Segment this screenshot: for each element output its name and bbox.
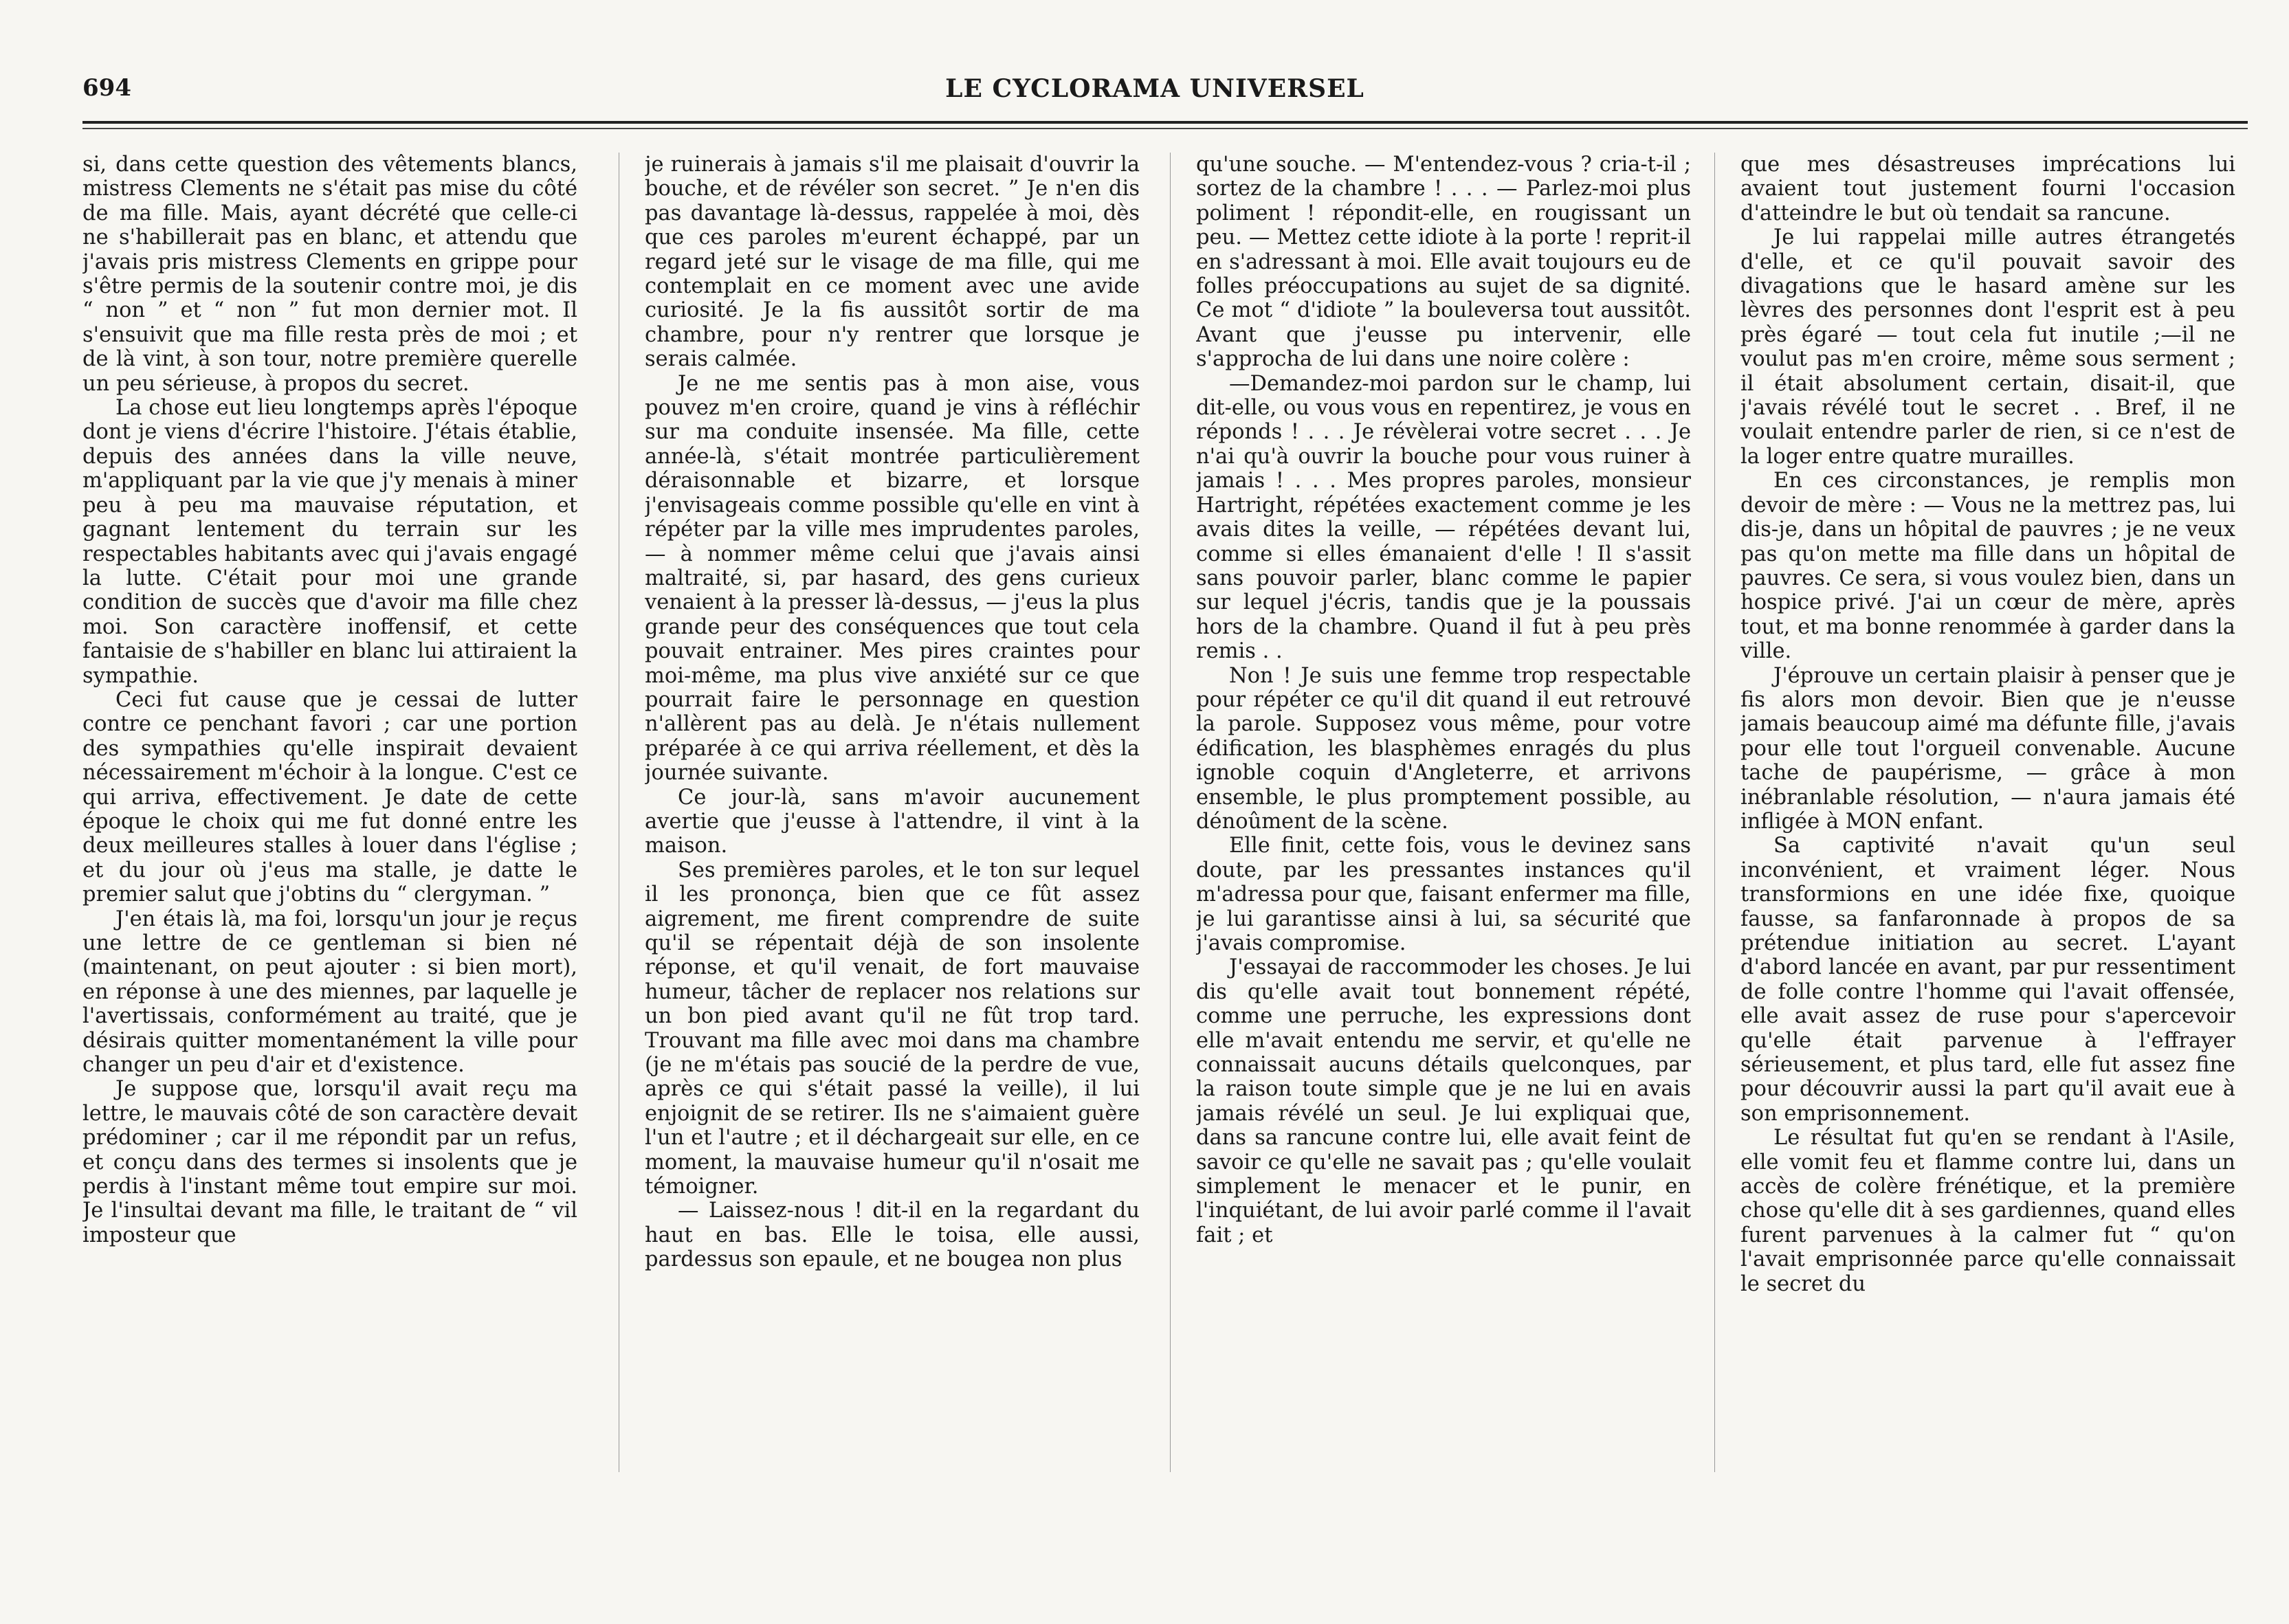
paragraph: Je lui rappelai mille autres étrangetés d'elle, et ce qu'il pouvait savoir des divagations que le hasard amène sur les lèvres des personnes dont l'esprit est à peu près égaré — tout cela fut inutile ;—il ne voulut pas m'en croire, même sous serment ; il était absolument certain, disait-il, que j'avais révélé tout le secret . . Bref, il ne voulait entendre parler de rien, si ce n'est de la loger entre quatre murailles. (1740, 225, 2235, 469)
paragraph: je ruinerais à jamais s'il me plaisait d'ouvrir la bouche, et de révéler son secret. ” Je n'en dis pas davantage là-dessus, rappelée à moi, dès que ces paroles m'eurent échappé, par un regard jeté sur le visage de ma fille, qui me contemplait en ce moment avec une avide curiosité. Je la fis aussitôt sortir de ma chambre, pour n'y rentrer que lorsque je serais calmée. (645, 153, 1140, 372)
paragraph: J'éprouve un certain plaisir à penser que je fis alors mon devoir. Bien que je n'eusse jamais beaucoup aimé ma défunte fille, j'avais pour elle tout l'orgueil convenable. Aucune tache de paupérisme, — grâce à mon inébranlable résolution, — n'aura jamais été infligée à MON enfant. (1740, 663, 2235, 834)
paragraph: Je ne me sentis pas à mon aise, vous pouvez m'en croire, quand je vins à réfléchir sur ma conduite insensée. Ma fille, cette année-là, s'était montrée particulièrement déraisonnable et bizarre, et lorsque j'envisageais comme possible qu'elle en vint à répéter par la ville mes imprudentes paroles, — à nommer même celui que j'avais ainsi maltraité, si, par hasard, des gens curieux venaient à la presser là-dessus, — j'eus la plus grande peur des conséquences que tout cela pouvait entrainer. Mes pires craintes pour moi-même, ma plus vive anxiété sur ce que pourrait faire le personnage en question n'allèrent pas au delà. Je n'étais nullement préparée à ce qui arriva réellement, et dès la journée suivante. (645, 371, 1140, 786)
text-column-3 (1196, 153, 1691, 1500)
text-column-2 (645, 153, 1140, 1500)
paragraph: En ces circonstances, je remplis mon devoir de mère : — Vous ne la mettrez pas, lui dis-je, dans un hôpital de pauvres ; je ne veux pas qu'on mette ma fille dans un hôpital de pauvres. Ce sera, si vous voulez bien, dans un hospice privé. J'ai un cœur de mère, après tout, et ma bonne renommée à garder dans la ville. (1740, 469, 2235, 664)
text-column-4 (1740, 153, 2235, 1500)
paragraph: J'essayai de raccommoder les choses. Je lui dis qu'elle avait tout bonnement répété, comme une perruche, les expressions dont elle m'avait entendu me servir, et qu'elle ne connaissait aucuns détails quelconques, par la raison toute simple que je ne lui en avais jamais révélé un seul. Je lui expliquai que, dans sa rancune contre lui, elle avait feint de savoir ce qu'elle ne savait pas ; qu'elle voulait simplement le menacer et le punir, en l'inquiétant, de lui avoir parlé comme il l'avait fait ; et (1196, 955, 1691, 1247)
paragraph: J'en étais là, ma foi, lorsqu'un jour je reçus une lettre de ce gentleman si bien né (maintenant, on peut ajouter : si bien mort), en réponse à une des miennes, par laquelle je l'avertissais, conformément au traité, que je désirais quitter momentanément la ville pour changer un peu d'air et d'existence. (82, 906, 577, 1078)
page-number: 694 (82, 74, 131, 102)
running-title: LE CYCLORAMA UNIVERSEL (945, 74, 1364, 103)
paragraph: — Laissez-nous ! dit-il en la regardant du haut en bas. Elle le toisa, elle aussi, pardessus son epaule, et ne bougea non plus (645, 1199, 1140, 1272)
paragraph: Le résultat fut qu'en se rendant à l'Asile, elle vomit feu et flamme contre lui, dans un accès de colère frénétique, et la première chose qu'elle dit à ses gardiennes, quand elles furent parvenues à la calmer fut “ qu'on l'avait emprisonnée parce qu'elle connaissait le secret du (1740, 1126, 2235, 1296)
column-divider (1714, 153, 1715, 1472)
paragraph: Ses premières paroles, et le ton sur lequel il les prononça, bien que ce fût assez aigrement, me firent comprendre de suite qu'il se répentait déjà de son insolente réponse, et qu'il venait, de fort mauvaise humeur, tâcher de replacer nos relations sur un bon pied avant qu'il ne fût trop tard. Trouvant ma fille avec moi dans ma chambre (je ne m'étais pas soucié de la perdre de vue, après ce qui s'était passé la veille), il lui enjoignit de se retirer. Ils ne s'aimaient guère l'un et l'autre ; et il déchargeait sur elle, en ce moment, la mauvaise humeur qu'il n'osait me témoigner. (645, 858, 1140, 1199)
paragraph: —Demandez-moi pardon sur le champ, lui dit-elle, ou vous vous en repentirez, je vous en réponds ! . . . Je révèlerai votre secret . . . Je n'ai qu'à ouvrir la bouche pour vous ruiner à jamais ! . . . Mes propres paroles, monsieur Hartright, répétées exactement comme je les avais dites la veille, — répétées devant lui, comme si elles émanaient d'elle ! Il s'assit sans pouvoir parler, blanc comme le papier sur lequel j'écris, tandis que je la poussais hors de la chambre. Quand il fut à peu près remis . . (1196, 371, 1691, 664)
paragraph: Elle finit, cette fois, vous le devinez sans doute, par les pressantes instances qu'il m'adressa pour que, faisant enfermer ma fille, je lui garantisse ainsi à lui, sa sécurité que j'avais compromise. (1196, 834, 1691, 955)
scan-artifacts (0, 1581, 2289, 1601)
paragraph: Sa captivité n'avait qu'un seul inconvénient, et vraiment léger. Nous transformions en une idée fixe, quoique fausse, sa fanfaronnade à propos de sa prétendue initiation au secret. L'ayant d'abord lancée en avant, par pur ressentiment de folle contre l'homme qui l'avait offensée, elle avait assez de ruse pour s'apercevoir qu'elle était parvenue à l'effrayer sérieusement, et plus tard, elle fut assez fine pour découvrir aussi la part qu'il avait eue à son emprisonnement. (1740, 834, 2235, 1126)
paragraph: Je suppose que, lorsqu'il avait reçu ma lettre, le mauvais côté de son caractère devait prédominer ; car il me répondit par un refus, et conçu dans des termes si insolents que je perdis à l'instant même tout empire sur moi. Je l'insultai devant ma fille, le traitant de “ vil imposteur que (82, 1077, 577, 1247)
paragraph: La chose eut lieu longtemps après l'époque dont je viens d'écrire l'histoire. J'étais établie, depuis des années dans la ville neuve, m'appliquant par la vie que j'y menais à miner peu à peu ma mauvaise réputation, et gagnant lentement du terrain sur les respectables habitants avec qui j'avais engagé la lutte. C'était pour moi une grande condition de succès que d'avoir ma fille chez moi. Son caractère inoffensif, et cette fantaisie de s'habiller en blanc lui attiraient la sympathie. (82, 396, 577, 688)
paragraph: Ce jour-là, sans m'avoir aucunement avertie que j'eusse à l'attendre, il vint à la maison. (645, 785, 1140, 858)
text-column-1 (82, 153, 577, 1500)
header-rule-thick (82, 121, 2248, 124)
paragraph: si, dans cette question des vêtements blancs, mistress Clements ne s'était pas mise du côté de ma fille. Mais, ayant décrété que celle-ci ne s'habillerait pas en blanc, et attendu que j'avais pris mistress Clements en grippe pour s'être permis de la soutenir contre moi, je dis “ non ” et “ non ” fut mon dernier mot. Il s'ensuivit que ma fille resta près de moi ; et de là vint, à son tour, notre première querelle un peu sérieuse, à propos du secret. (82, 153, 577, 396)
paragraph: qu'une souche. — M'entendez-vous ? cria-t-il ; sortez de la chambre ! . . . — Parlez-moi plus poliment ! répondit-elle, en rougissant un peu. — Mettez cette idiote à la porte ! reprit-il en s'adressant à moi. Elle avait toujours eu de folles préoccupations au sujet de sa dignité. Ce mot “ d'idiote ” la bouleversa tout aussitôt. Avant que j'eusse pu intervenir, elle s'approcha de lui dans une noire colère : (1196, 153, 1691, 372)
paragraph: que mes désastreuses imprécations lui avaient tout justement fourni l'occasion d'atteindre le but où tendait sa rancune. (1740, 153, 2235, 225)
page-header (82, 74, 2227, 115)
column-divider (1170, 153, 1171, 1472)
header-rule-thin (82, 128, 2248, 129)
paragraph: Ceci fut cause que je cessai de lutter contre ce penchant favori ; car une portion des sympathies qu'elle inspirait devaient nécessairement m'échoir à la longue. C'est ce qui arriva, effectivement. Je date de cette époque le choix qui me fut donné entre les deux meilleures stalles à louer dans l'église ; et du jour où j'eus ma stalle, je datte le premier salut que j'obtins du “ clergyman. ” (82, 687, 577, 907)
paragraph: Non ! Je suis une femme trop respectable pour répéter ce qu'il dit quand il eut retrouvé la parole. Supposez vous même, pour votre édification, les blasphèmes enragés du plus ignoble coquin d'Angleterre, et arrivons ensemble, le plus promptement possible, au dénoûment de la scène. (1196, 663, 1691, 834)
